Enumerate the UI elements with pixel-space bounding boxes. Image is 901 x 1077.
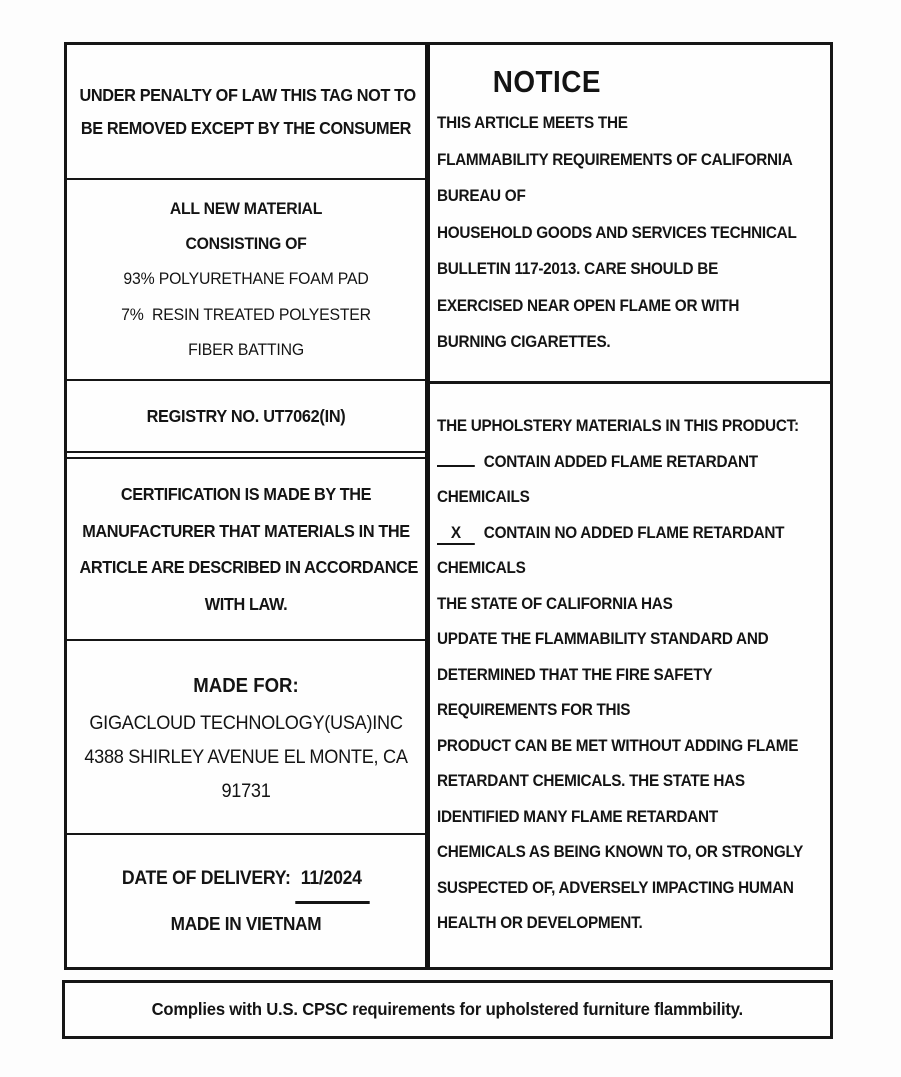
made-for-heading: MADE FOR: <box>193 675 299 697</box>
upholstery-body-3: DETERMINED THAT THE FIRE SAFETY <box>437 664 713 684</box>
notice-text <box>437 65 826 361</box>
material-heading-2: CONSISTING OF <box>185 234 307 254</box>
made-for-zip: 91731 <box>221 780 271 802</box>
material-heading-1: ALL NEW MATERIAL <box>169 199 323 219</box>
option-added-flame-retardant <box>437 444 826 480</box>
upholstery-section <box>430 384 830 967</box>
upholstery-body-4: REQUIREMENTS FOR THIS <box>437 700 631 719</box>
delivery-section <box>67 835 425 967</box>
certification-text <box>79 476 418 622</box>
upholstery-body-10: HEALTH OR DEVELOPMENT. <box>437 913 643 932</box>
option-no-added-continuation: CHEMICALS <box>437 558 526 577</box>
upholstery-text <box>437 408 826 941</box>
upholstery-body-5: PRODUCT CAN BE MET WITHOUT ADDING FLAME <box>437 735 799 755</box>
made-for-street: 4388 SHIRLEY AVENUE EL MONTE, CA <box>84 746 408 768</box>
law-label-main-box <box>64 42 833 970</box>
notice-line-4: HOUSEHOLD GOODS AND SERVICES TECHNICAL <box>437 222 797 242</box>
notice-line-6: EXERCISED NEAR OPEN FLAME OR WITH <box>437 295 740 315</box>
delivery-date-label: DATE OF DELIVERY: <box>121 868 291 889</box>
penalty-section <box>67 45 425 180</box>
made-for-text <box>80 666 413 808</box>
upholstery-intro: THE UPHOLSTERY MATERIALS IN THIS PRODUCT: <box>437 416 799 435</box>
option-no-added-text: CONTAIN NO ADDED FLAME RETARDANT <box>483 522 785 542</box>
upholstery-body-2: UPDATE THE FLAMMABILITY STANDARD AND <box>437 629 769 648</box>
certification-section <box>67 457 425 639</box>
cpsc-compliance-text: Complies with U.S. CPSC requirements for upholstered furniture flammbility. <box>151 999 744 1019</box>
option-added-continuation: CHEMICAILS <box>437 487 530 506</box>
penalty-line-1: UNDER PENALTY OF LAW THIS TAG NOT TO <box>79 84 416 105</box>
notice-section <box>430 45 830 384</box>
notice-line-1: THIS ARTICLE MEETS THE <box>437 113 628 132</box>
made-for-company: GIGACLOUD TECHNOLOGY(USA)INC <box>89 712 403 734</box>
registry-section <box>67 381 425 453</box>
notice-line-7: BURNING CIGARETTES. <box>437 332 611 351</box>
upholstery-body-8: CHEMICALS AS BEING KNOWN TO, OR STRONGLY <box>437 842 804 861</box>
certification-line-3: ARTICLE ARE DESCRIBED IN ACCORDANCE <box>79 557 418 577</box>
option-no-added-checkline: X <box>437 523 475 545</box>
certification-line-2: MANUFACTURER THAT MATERIALS IN THE <box>82 520 410 541</box>
notice-title: NOTICE <box>492 64 601 99</box>
penalty-line-2: BE REMOVED EXCEPT BY THE CONSUMER <box>80 117 412 138</box>
upholstery-body-9: SUSPECTED OF, ADVERSELY IMPACTING HUMAN <box>437 877 794 897</box>
notice-line-3: BUREAU OF <box>437 186 526 205</box>
upholstery-body-7: IDENTIFIED MANY FLAME RETARDANT <box>437 806 718 826</box>
left-column <box>67 45 430 967</box>
notice-line-2: FLAMMABILITY REQUIREMENTS OF CALIFORNIA <box>437 149 793 169</box>
registry-text <box>80 406 413 427</box>
notice-line-5: BULLETIN 117-2013. CARE SHOULD BE <box>437 259 719 278</box>
cpsc-compliance-bar <box>62 980 833 1039</box>
material-content-2: 7% RESIN TREATED POLYESTER <box>121 304 371 324</box>
option-added-text: CONTAIN ADDED FLAME RETARDANT <box>483 451 758 471</box>
certification-line-1: CERTIFICATION IS MADE BY THE <box>120 484 372 504</box>
delivery-date-line <box>80 858 413 904</box>
certification-line-4: WITH LAW. <box>204 593 288 614</box>
registry-number: REGISTRY NO. UT7062(IN) <box>146 405 346 426</box>
made-for-section <box>67 639 425 835</box>
right-column <box>430 45 830 967</box>
country-of-origin: MADE IN VIETNAM <box>170 913 322 934</box>
material-content-1: 93% POLYURETHANE FOAM PAD <box>123 269 369 289</box>
delivery-text <box>80 858 413 944</box>
material-section <box>67 180 425 381</box>
material-text <box>80 191 413 368</box>
delivery-date-value: 11/2024 <box>295 858 370 904</box>
penalty-text <box>79 79 416 145</box>
option-added-checkline <box>437 465 475 467</box>
material-content-3: FIBER BATTING <box>188 340 304 360</box>
upholstery-body-6: RETARDANT CHEMICALS. THE STATE HAS <box>437 771 745 790</box>
option-no-added-flame-retardant <box>437 515 826 551</box>
upholstery-body-1: THE STATE OF CALIFORNIA HAS <box>437 593 673 613</box>
